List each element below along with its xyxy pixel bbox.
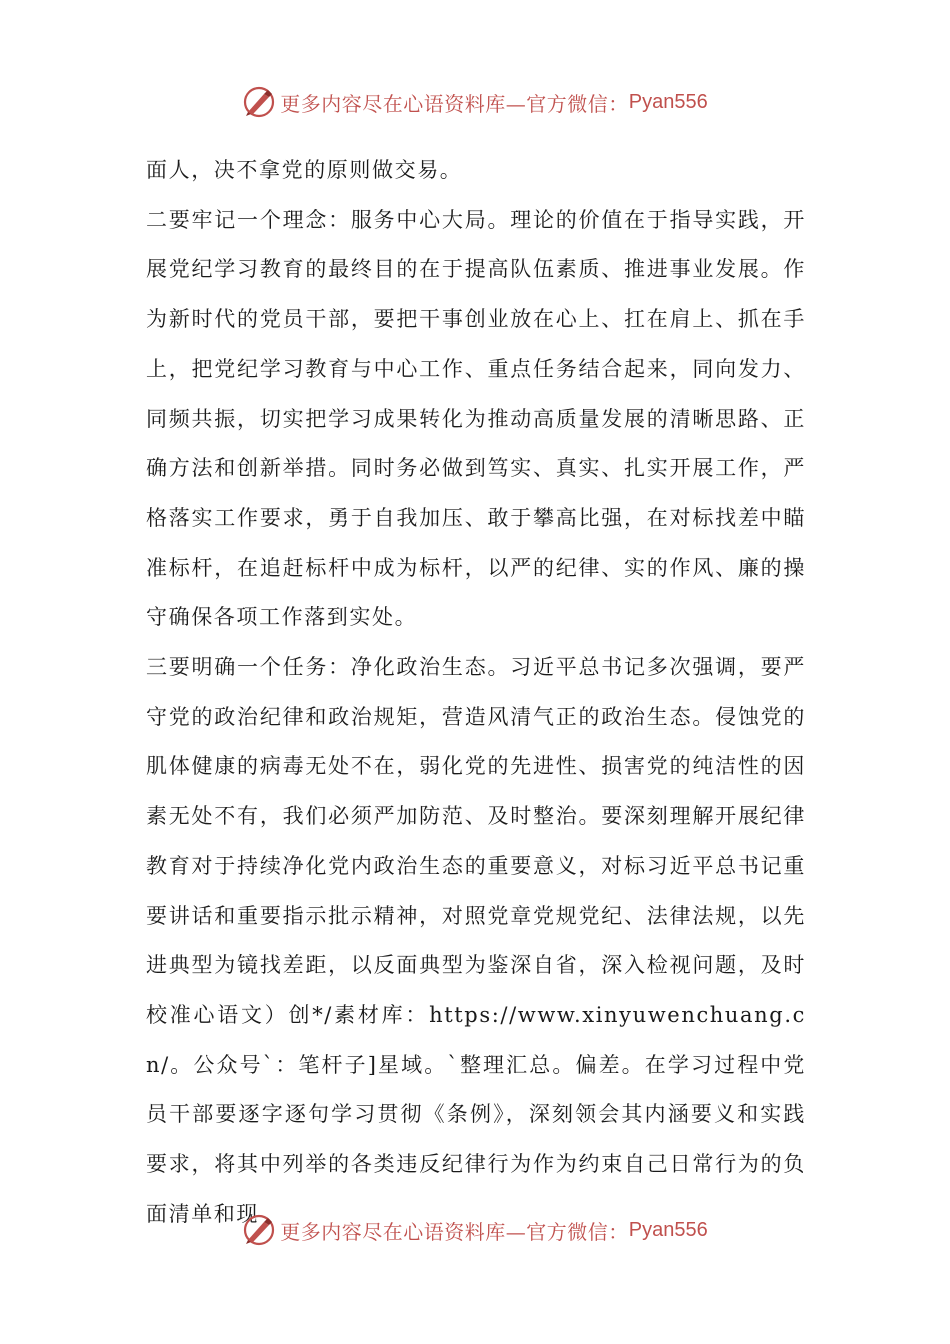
header-banner [0, 80, 950, 124]
pen-logo-icon [242, 1213, 276, 1247]
document-body [146, 146, 806, 1239]
footer-banner-text: 更多内容尽在心语资料库—官方微信： [280, 1219, 629, 1244]
paragraph-third-point: 三要明确一个任务：净化政治生态。习近平总书记多次强调，要严守党的政治纪律和政治规矩，营造风清气正的政治生态。侵蚀党的肌体健康的病毒无处不在，弱化党的先进性、损害党的纯洁性的因素无处不有，我们必须严加防范、及时整治。要深刻理解开展纪律教育对于持续净化党内政治生态的重要意义，对标习近平总书记重要讲话和重要指示批示精神，对照党章党规党纪、法律法规，以先进典型为镜找差距，以反面典型为鉴深自省，深入检视问题，及时校准心语文）创*/素材库：https://www.xinyuwenchuang.cn/。公众号`：笔杆子]星域。`整理汇总。偏差。在学习过程中党员干部要逐字逐句学习贯彻《条例》，深刻领会其内涵要义和实践要求，将其中列举的各类违反纪律行为作为约束自己日常行为的负面清单和现 [146, 655, 806, 1226]
footer-banner [0, 1208, 950, 1252]
paragraph-second-point: 二要牢记一个理念：服务中心大局。理论的价值在于指导实践，开展党纪学习教育的最终目的在于提高队伍素质、推进事业发展。作为新时代的党员干部，要把干事创业放在心上、扛在肩上、抓在手上，把党纪学习教育与中心工作、重点任务结合起来，同向发力、同频共振，切实把学习成果转化为推动高质量发展的清晰思路、正确方法和创新举措。同时务必做到笃实、真实、扎实开展工作，严格落实工作要求，勇于自我加压、敢于攀高比强，在对标找差中瞄准标杆，在追赶标杆中成为标杆，以严的纪律、实的作风、廉的操守确保各项工作落到实处。 [146, 207, 806, 630]
footer-banner-wechat-id: Pyan556 [628, 1218, 708, 1241]
header-banner-text: 更多内容尽在心语资料库—官方微信： [280, 91, 629, 116]
header-banner-wechat-id: Pyan556 [628, 90, 708, 113]
paragraph-continuation: 面人，决不拿党的原则做交易。 [146, 158, 463, 182]
pen-logo-icon [242, 85, 276, 119]
